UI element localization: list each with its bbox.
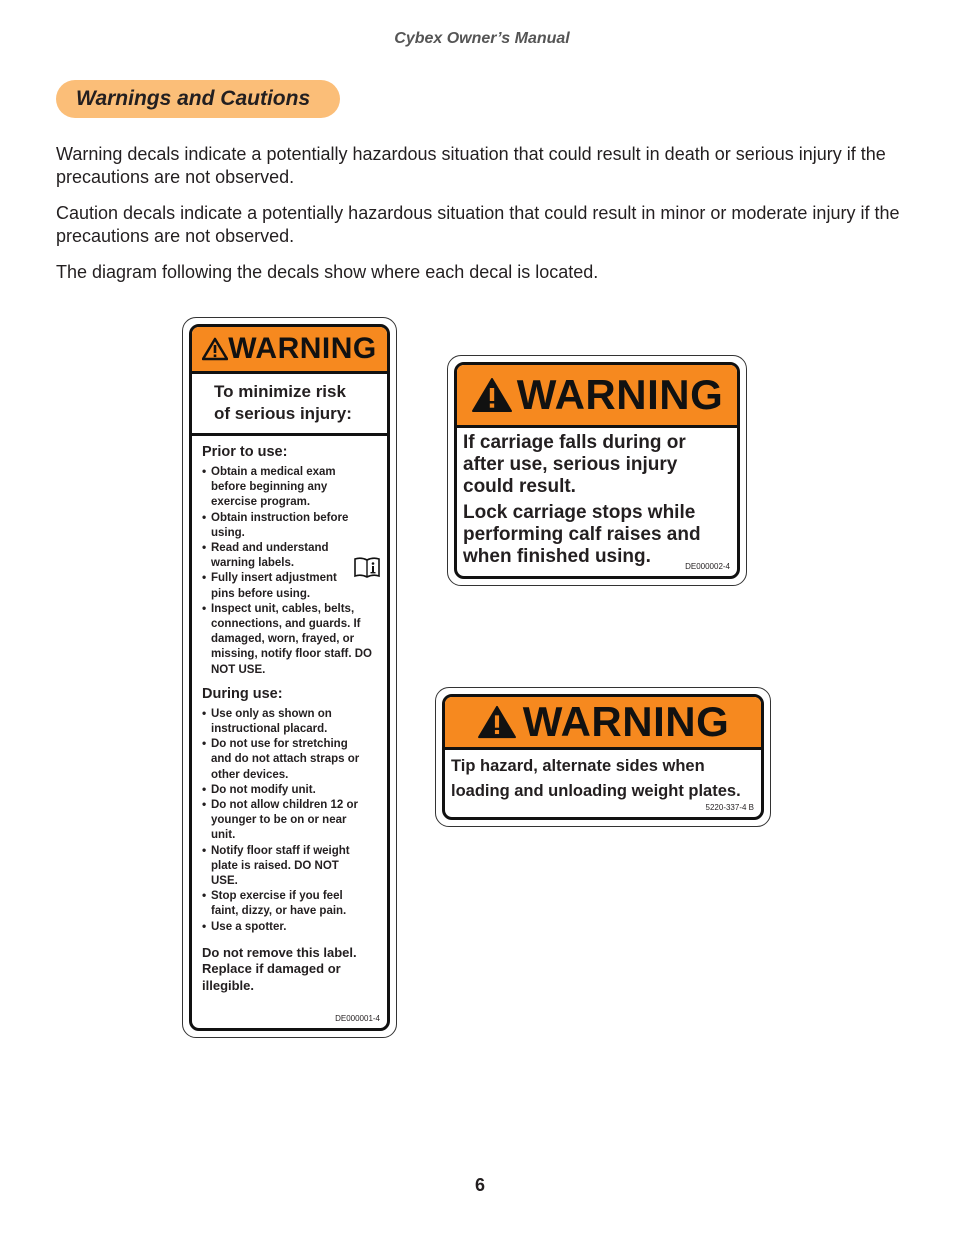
list-item: • Fully insert adjustment pins before using. <box>202 571 381 601</box>
during-heading: During use: <box>202 685 283 702</box>
caution-paragraph: Caution decals indicate a potentially hazardous situation that could result in minor or moderate injury if the precautions are not observed. <box>56 203 900 246</box>
list-item: • Obtain instruction before using. <box>202 511 381 541</box>
list-item: • Do not modify unit. <box>202 783 381 798</box>
manual-book-icon <box>353 555 381 579</box>
message-line: Tip hazard, alternate sides when <box>451 757 705 775</box>
list-item: • Use only as shown on instructional placard. <box>202 707 381 737</box>
warning-triangle-icon <box>477 704 517 740</box>
decal-frame <box>454 362 740 579</box>
warning-triangle-icon <box>202 337 228 361</box>
message-line: loading and unloading weight plates. <box>451 781 741 800</box>
warning-paragraph: Warning decals indicate a potentially hazardous situation that could result in death or serious injury if the precautions are not observed. <box>56 144 886 187</box>
lock-carriage-message: Lock carriage stops while performing calf raises and when finished using. <box>463 502 701 567</box>
list-item: • Stop exercise if you feel faint, dizzy, or have pain. <box>202 889 381 919</box>
decal-general-warning <box>182 317 397 1038</box>
list-item: • Use a spotter. <box>202 920 381 935</box>
list-item: • Inspect unit, cables, belts, connections, and guards. If damaged, worn, frayed, or missing, notify floor staff. DO NOT USE. <box>202 602 381 678</box>
decal-code: 5220-337-4 B <box>705 803 754 812</box>
section-title: Warnings and Cautions <box>56 80 340 118</box>
list-item: • Notify floor staff if weight plate is raised. DO NOT USE. <box>202 844 381 890</box>
subtitle-line: To minimize risk <box>214 382 346 401</box>
decal-body <box>192 436 387 994</box>
manual-title: Cybex Owner’s Manual <box>394 30 570 47</box>
prior-heading: Prior to use: <box>202 444 288 460</box>
carriage-fall-message: If carriage falls during or after use, serious injury could result. <box>463 432 686 497</box>
decal-tip-hazard-warning <box>435 687 771 827</box>
decal-frame <box>442 694 764 820</box>
warning-banner-text: WARNING <box>516 371 724 418</box>
decal-code: DE000002-4 <box>685 562 730 571</box>
decal-carriage-warning <box>447 355 747 586</box>
list-item: • Obtain a medical exam before beginning any exercise program. <box>202 465 381 511</box>
warning-banner-text: WARNING <box>522 698 730 745</box>
decal-subtitle <box>192 374 387 436</box>
warning-triangle-icon <box>471 376 513 414</box>
list-item: • Do not allow children 12 or younger to be on or near unit. <box>202 798 381 844</box>
warning-banner <box>457 365 737 428</box>
warning-banner <box>192 327 387 374</box>
diagram-paragraph: The diagram following the decals show where each decal is located. <box>56 262 599 282</box>
do-not-remove-text: Do not remove this label. Replace if damaged or illegible. <box>202 944 357 993</box>
warning-banner <box>445 697 761 750</box>
decal-body <box>445 750 761 803</box>
list-item: • Read and understand warning labels. <box>202 541 381 571</box>
list-item: • Do not use for stretching and do not attach straps or other devices. <box>202 737 381 783</box>
during-list <box>202 707 381 935</box>
warning-banner-text: WARNING <box>228 332 377 365</box>
page-number: 6 <box>474 1175 485 1195</box>
decal-frame <box>189 324 390 1031</box>
decal-code: DE000001-4 <box>335 1014 380 1023</box>
subtitle-line: of serious injury: <box>214 404 352 423</box>
decal-body <box>457 428 737 568</box>
